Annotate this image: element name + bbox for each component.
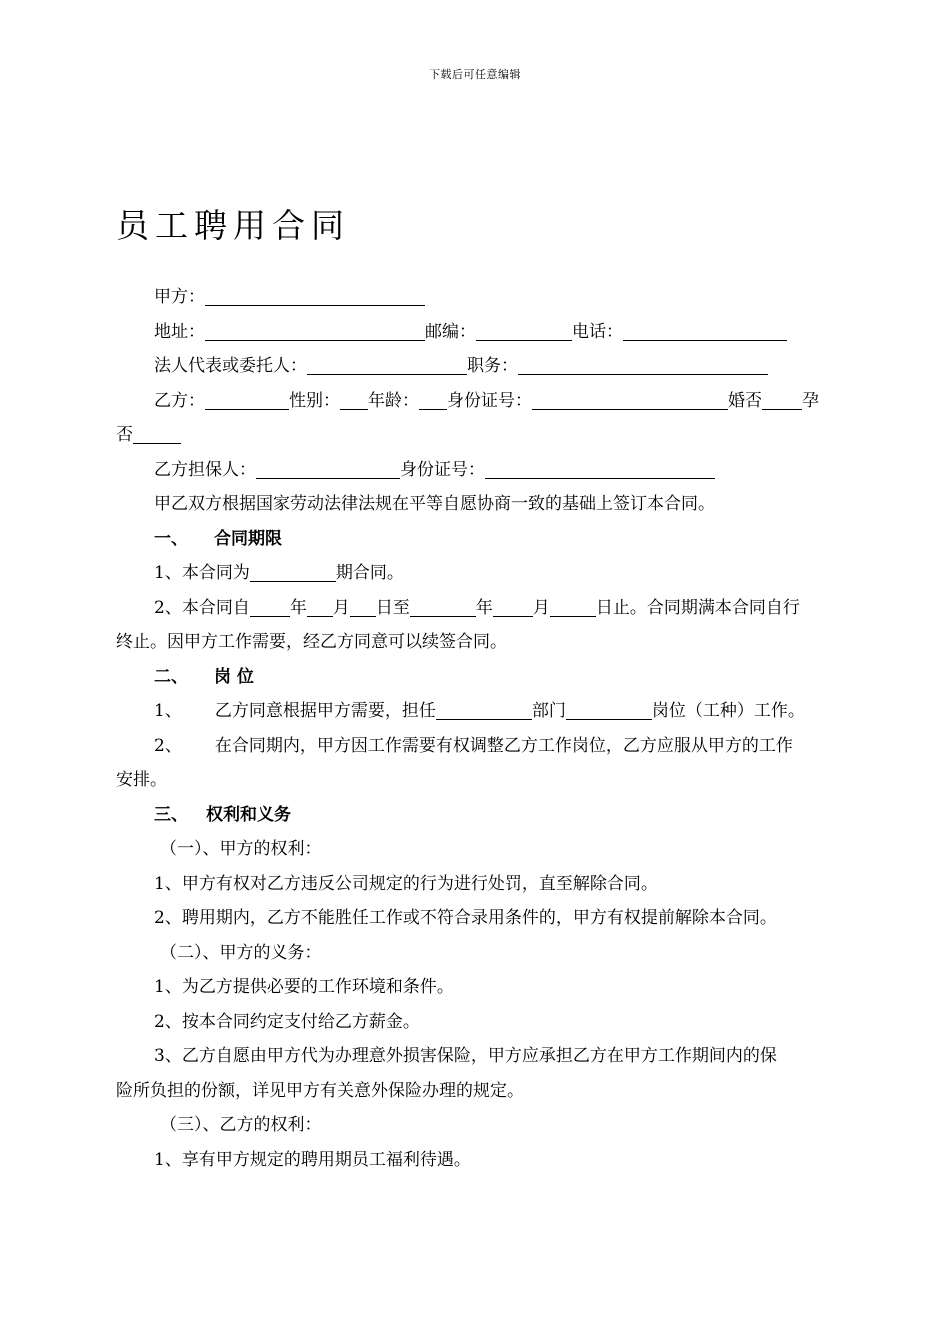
s1-c1-text-a: 1、本合同为 — [154, 563, 250, 583]
pregnant-label-2: 否 — [116, 425, 133, 445]
address-line — [116, 315, 861, 350]
party-b-line-cont — [116, 418, 861, 453]
page-header: 下载后可任意编辑 — [429, 68, 521, 81]
start-day-field[interactable] — [350, 596, 376, 617]
s3-sub-3: （三）、乙方的权利： — [160, 1115, 322, 1135]
pregnant-field[interactable] — [133, 423, 181, 444]
age-field[interactable] — [419, 389, 447, 410]
end-year-field[interactable] — [410, 596, 476, 617]
legal-rep-line — [116, 349, 861, 384]
address-label: 地址： — [154, 321, 205, 342]
s1-clause-2-cont: 终止。因甲方工作需要，经乙方同意可以续签合同。 — [116, 632, 507, 652]
party-a-label: 甲方： — [154, 287, 205, 307]
section-2-heading — [116, 660, 861, 695]
id-label: 身份证号： — [447, 390, 532, 411]
s1-month-label: 月 — [332, 597, 350, 618]
document-title: 员工聘用合同 — [116, 206, 350, 245]
s2-clause-2 — [116, 729, 861, 764]
guarantor-field[interactable] — [256, 458, 400, 479]
position-field[interactable] — [518, 354, 768, 375]
s3-sub-1-item-2: 2、聘用期内，乙方不能胜任工作或不符合录用条件的，甲方有权提前解除本合同。 — [154, 908, 777, 928]
address-field[interactable] — [205, 320, 425, 341]
section-1-title: 合同期限 — [214, 528, 282, 549]
end-day-field[interactable] — [550, 596, 596, 617]
s3-sub-2-item-2: 2、按本合同约定支付给乙方薪金。 — [154, 1011, 420, 1032]
party-b-line — [116, 384, 861, 419]
postcode-field[interactable] — [476, 320, 572, 341]
legal-rep-label: 法人代表或委托人： — [154, 356, 307, 376]
s2-clause-2-cont: 安排。 — [116, 770, 167, 790]
s2-c2-number: 2、 — [154, 735, 182, 756]
married-label: 婚否 — [728, 390, 762, 411]
s1-day-end-label: 日止。合同期满本合同自行 — [595, 597, 800, 618]
pregnant-label-1: 孕 — [802, 390, 819, 411]
s1-c2-text-a: 2、本合同自 — [154, 597, 250, 618]
section-1-heading — [116, 522, 861, 557]
section-2-title: 岗 位 — [214, 666, 254, 687]
legal-rep-field[interactable] — [307, 354, 467, 375]
s3-sub-3-item-1: 1、享有甲方规定的聘用期员工福利待遇。 — [154, 1149, 471, 1170]
s1-clause-1 — [116, 556, 861, 591]
guarantor-label: 乙方担保人： — [154, 459, 256, 480]
s1-clause-2 — [116, 591, 861, 626]
guarantor-id-label: 身份证号： — [400, 459, 485, 480]
s3-sub-2-item-3: 3、乙方自愿由甲方代为办理意外损害保险，甲方应承担乙方在甲方工作期间内的保 — [154, 1046, 777, 1066]
s2-c1-text-c: 岗位（工种）工作。 — [651, 701, 805, 721]
department-field[interactable] — [436, 699, 532, 720]
married-field[interactable] — [762, 389, 802, 410]
s1-month2-label: 月 — [532, 597, 550, 618]
section-3-heading — [116, 798, 861, 833]
s3-sub-1: （一）、甲方的权利： — [160, 839, 322, 859]
s2-c1-number: 1、 — [154, 701, 182, 721]
start-year-field[interactable] — [250, 596, 290, 617]
section-1-number: 一、 — [154, 528, 188, 549]
intro-paragraph: 甲乙双方根据国家劳动法律法规在平等自愿协商一致的基础上签订本合同。 — [154, 494, 715, 514]
party-b-field[interactable] — [205, 389, 289, 410]
postcode-label: 邮编： — [425, 321, 476, 342]
s2-c1-text-a: 乙方同意根据甲方需要，担任 — [214, 701, 436, 721]
s1-year2-label: 年 — [475, 597, 493, 618]
s2-c1-text-b: 部门 — [531, 701, 566, 721]
party-a-line — [116, 280, 861, 315]
section-2-number: 二、 — [154, 666, 188, 687]
s1-day-to-label: 日至 — [375, 597, 410, 618]
s1-year-label: 年 — [289, 597, 307, 618]
s3-sub-1-item-1: 1、甲方有权对乙方违反公司规定的行为进行处罚，直至解除合同。 — [154, 873, 658, 894]
phone-field[interactable] — [623, 320, 787, 341]
party-b-label: 乙方： — [154, 390, 205, 411]
contract-type-field[interactable] — [250, 561, 336, 582]
start-month-field[interactable] — [307, 596, 333, 617]
position-label: 职务： — [467, 356, 518, 376]
s2-c2-text: 在合同期内，甲方因工作需要有权调整乙方工作岗位，乙方应服从甲方的工作 — [214, 735, 793, 756]
section-3-number: 三、 — [154, 804, 188, 825]
guarantor-id-field[interactable] — [485, 458, 715, 479]
job-field[interactable] — [566, 699, 652, 720]
age-label: 年龄： — [368, 390, 419, 411]
contract-body — [116, 280, 861, 1177]
s1-c1-text-b: 期合同。 — [335, 563, 404, 583]
id-field[interactable] — [532, 389, 728, 410]
s2-clause-1 — [116, 694, 861, 729]
gender-field[interactable] — [340, 389, 368, 410]
gender-label: 性别： — [289, 390, 340, 411]
s3-sub-2: （二）、甲方的义务： — [160, 942, 322, 963]
s3-sub-2-item-3-cont: 险所负担的份额，详见甲方有关意外保险办理的规定。 — [116, 1080, 524, 1101]
phone-label: 电话： — [572, 321, 623, 342]
end-month-field[interactable] — [493, 596, 533, 617]
section-3-title: 权利和义务 — [206, 804, 291, 825]
s3-sub-2-item-1: 1、为乙方提供必要的工作环境和条件。 — [154, 977, 454, 997]
guarantor-line — [116, 453, 861, 488]
party-a-field[interactable] — [205, 285, 425, 306]
